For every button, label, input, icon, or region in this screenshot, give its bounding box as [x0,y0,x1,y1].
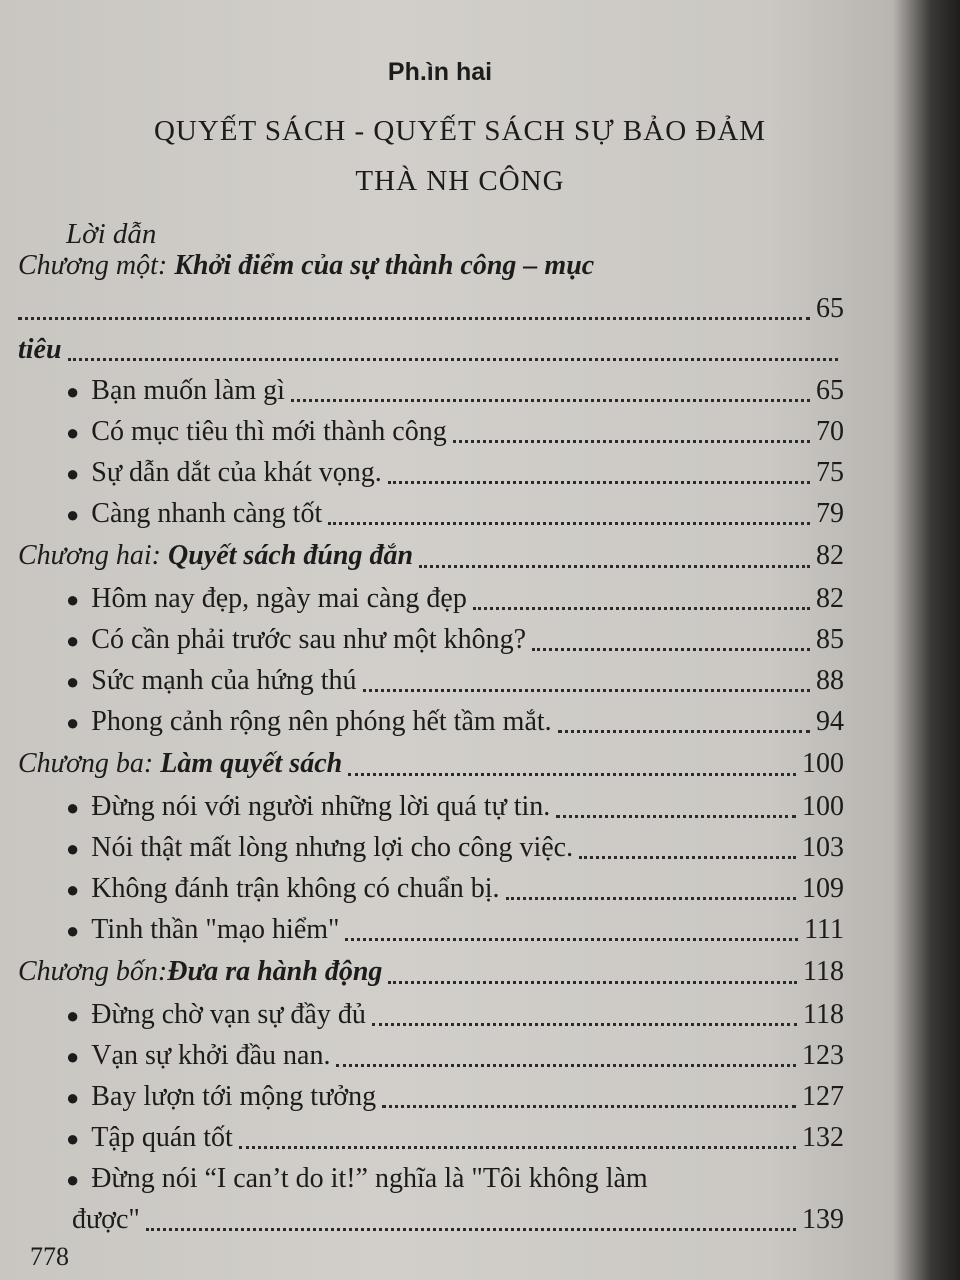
item-text: Đừng chờ vạn sự đầy đủ [91,999,366,1030]
leader-dots [473,607,810,610]
chapter-title-cont: tiêu [18,334,62,365]
list-item [18,411,844,452]
list-item-cont [18,1199,844,1240]
page-number: 100 [802,791,844,822]
bullet-icon: ● [66,836,80,861]
page-number: 85 [816,624,844,655]
list-item [18,786,844,827]
list-item [18,1117,844,1158]
leader-dots [345,938,798,941]
page-number: 82 [816,583,844,614]
bullet-icon: ● [66,710,80,735]
leader-dots [146,1228,796,1231]
bullet-icon: ● [66,669,80,694]
item-text: Có cần phải trước sau như một không? [91,624,527,655]
bullet-icon: ● [66,918,80,943]
list-item [18,370,844,411]
page-number: 65 [816,293,844,324]
page-number-footer: 778 [30,1242,69,1271]
bullet-icon: ● [66,795,80,820]
item-text: Đừng nói với người những lời quá tự tin. [91,791,551,822]
chapter-2-heading [18,534,844,578]
leader-dots [556,815,796,818]
item-text: Không đánh trận không có chuẩn bị. [91,873,500,904]
item-text: Sức mạnh của hứng thú [91,665,357,696]
bullet-icon: ● [66,461,80,486]
page-number: 65 [816,375,844,406]
list-item [18,827,844,868]
page-number: 94 [816,706,844,737]
item-text: Hôm nay đẹp, ngày mai càng đẹp [91,583,467,614]
leader-dots [388,481,810,484]
chapter-label: Chương hai: [18,540,161,571]
leader-dots [382,1105,796,1108]
list-item [18,1035,844,1076]
page-number: 79 [816,498,844,529]
page-number: 70 [816,416,844,447]
part-label: Ph.ìn hai [387,58,493,86]
bullet-icon: ● [66,587,80,612]
section-title [20,106,900,206]
leader-dots [68,358,838,361]
page-number: 127 [802,1081,844,1112]
page-number: 100 [802,748,844,779]
page-number: 82 [816,540,844,571]
item-text: Bạn muốn làm gì [91,375,285,406]
item-text: Phong cảnh rộng nên phóng hết tầm mắt. [91,706,552,737]
item-text: Vạn sự khởi đầu nan. [91,1040,331,1071]
intro-entry: Lời dẫn [66,218,157,250]
list-item [18,1158,844,1199]
bullet-icon: ● [66,628,80,653]
chapter-title: Khởi điểm của sự thành công – mục [174,250,595,281]
bullet-icon: ● [66,1085,80,1110]
bullet-icon: ● [66,1126,80,1151]
bullet-icon: ● [66,379,80,404]
list-item [18,909,844,950]
section-title-line1: QUYẾT SÁCH - QUYẾT SÁCH SỰ BẢO ĐẢM [153,115,767,147]
chapter-title: Làm quyết sách [160,748,343,779]
chapter-1-heading [18,244,844,288]
bullet-icon: ● [66,1044,80,1069]
page-number: 109 [802,873,844,904]
leader-dots [388,981,797,984]
table-of-contents [18,244,844,1240]
leader-dots [291,399,810,402]
page-number: 111 [804,914,844,945]
leader-dots [18,317,810,320]
page-number: 118 [803,999,844,1030]
page-number: 88 [816,665,844,696]
leader-dots [558,730,810,733]
list-item [18,701,844,742]
section-title-line2: THÀ NH CÔNG [355,165,565,197]
item-text: Sự dẫn dắt của khát vọng. [91,457,382,488]
page-number: 118 [803,956,844,987]
chapter-4-heading [18,950,844,994]
chapter-label: Chương ba: [18,748,154,779]
item-text: Bay lượn tới mộng tưởng [91,1081,377,1112]
bullet-icon: ● [66,877,80,902]
page-number: 75 [816,457,844,488]
chapter-label: Chương một: [18,250,168,281]
chapter-title: Quyết sách đúng đắn [168,540,414,571]
leader-dots [336,1064,796,1067]
leader-dots [372,1023,797,1026]
page-number: 139 [802,1204,844,1235]
bullet-icon: ● [66,1167,80,1192]
chapter-1-title-cont [18,329,844,370]
leader-dots [532,648,810,651]
list-item [18,578,844,619]
item-text: Càng nhanh càng tốt [91,498,323,529]
item-text: Tập quán tốt [91,1122,233,1153]
item-text: Tinh thần "mạo hiểm" [91,914,340,945]
item-text: Nói thật mất lòng nhưng lợi cho công việc. [91,832,574,863]
list-item [18,868,844,909]
leader-dots [579,856,796,859]
item-text: Đừng nói “I can’t do it!” nghĩa là "Tôi không làm [91,1163,648,1194]
leader-dots [328,522,810,525]
bullet-icon: ● [66,1003,80,1028]
leader-dots [348,773,796,776]
item-text-cont: được" [72,1204,140,1235]
bullet-icon: ● [66,502,80,527]
chapter-title: Đưa ra hành động [167,956,383,987]
list-item [18,452,844,493]
item-text: Có mục tiêu thì mới thành công [91,416,447,447]
list-item [18,493,844,534]
leader-dots [506,897,796,900]
leader-dots [419,565,810,568]
page-number: 123 [802,1040,844,1071]
list-item [18,1076,844,1117]
chapter-1-page-line [18,288,844,329]
bullet-icon: ● [66,420,80,445]
page-number: 132 [802,1122,844,1153]
chapter-3-heading [18,742,844,786]
leader-dots [363,689,811,692]
leader-dots [453,440,810,443]
list-item [18,619,844,660]
leader-dots [239,1146,796,1149]
list-item [18,994,844,1035]
page-number: 103 [802,832,844,863]
chapter-label: Chương bốn: [18,956,168,987]
list-item [18,660,844,701]
